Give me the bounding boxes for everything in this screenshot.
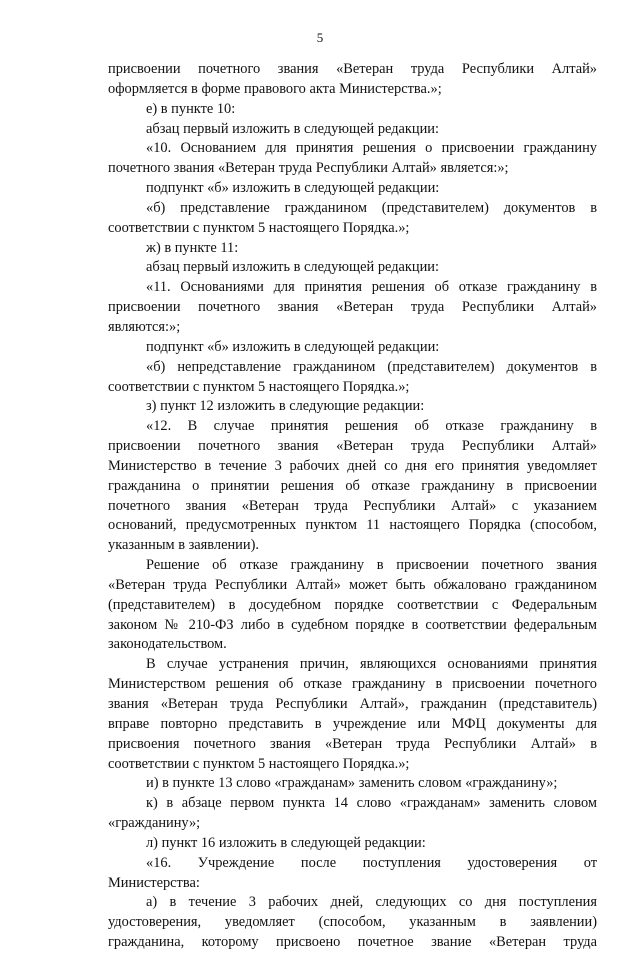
- text-line: е) в пункте 10:: [146, 100, 236, 117]
- text-line: гражданина о принятии решения об отказе гражданину в присвоении: [108, 477, 597, 494]
- text-line: и) в пункте 13 слово «гражданам» заменить словом «гражданину»;: [146, 775, 558, 792]
- text-line: соответствии с пунктом 5 настоящего Порядка.»;: [108, 219, 410, 236]
- text-line: (представителем) в досудебном порядке соответствии с Федеральным: [108, 596, 597, 613]
- text-line: являются:»;: [108, 318, 181, 335]
- text-line: Министерство в течение 3 рабочих дней со дня его принятия уведомляет: [108, 457, 597, 474]
- text-line: «11. Основаниями для принятия решения об отказе гражданину в: [146, 279, 597, 296]
- text-line: «12. В случае принятия решения об отказе гражданину в: [146, 418, 597, 435]
- text-line: гражданина, которому присвоено почетное звание «Ветеран труда: [108, 934, 597, 951]
- text-line: ж) в пункте 11:: [146, 239, 239, 256]
- text-line: «б) представление гражданином (представителем) документов в: [146, 199, 597, 216]
- text-line: «10. Основанием для принятия решения о присвоении гражданину: [146, 140, 597, 157]
- text-line: з) пункт 12 изложить в следующие редакции:: [146, 398, 425, 415]
- text-line: соответствии с пунктом 5 настоящего Порядка.»;: [108, 755, 410, 772]
- text-line: абзац первый изложить в следующей редакции:: [146, 259, 440, 276]
- text-line: «16. Учреждение после поступления удостоверения от: [146, 854, 597, 871]
- text-line: указанным в заявлении).: [108, 537, 259, 554]
- text-line: присвоении почетного звания «Ветеран труда Республики Алтай»: [108, 299, 597, 316]
- page-number: 5: [316, 30, 324, 45]
- text-line: соответствии с пунктом 5 настоящего Порядка.»;: [108, 378, 410, 395]
- text-line: Министерства:: [108, 874, 200, 891]
- text-line: л) пункт 16 изложить в следующей редакции:: [146, 834, 426, 851]
- text-line: Решение об отказе гражданину в присвоении почетного звания: [146, 557, 597, 574]
- text-line: почетного звания «Ветеран труда Республики Алтай» с указанием: [108, 497, 597, 514]
- text-line: звания «Ветеран труда Республики Алтай», гражданин (представитель): [108, 696, 597, 712]
- document-body: [108, 60, 597, 953]
- text-line: присвоении почетного звания «Ветеран труда Республики Алтай»: [108, 61, 597, 77]
- text-line: к) в абзаце первом пункта 14 слово «гражданам» заменить словом: [146, 795, 597, 812]
- text-line: подпункт «б» изложить в следующей редакции:: [146, 180, 440, 197]
- text-line: «гражданину»;: [108, 815, 201, 832]
- text-line: вправе повторно представить в учреждение или МФЦ документы для: [108, 715, 597, 732]
- text-line: присвоении почетного звания «Ветеран труда Республики Алтай»: [108, 438, 597, 455]
- text-line: присвоения почетного звания «Ветеран труда Республики Алтай» в: [108, 735, 597, 752]
- text-line: оснований, предусмотренных пунктом 11 настоящего Порядка (способом,: [108, 517, 597, 534]
- text-line: В случае устранения причин, являющихся основаниями принятия: [146, 656, 597, 673]
- text-line: законодательством.: [108, 636, 227, 653]
- text-line: «Ветеран труда Республики Алтай» может быть обжаловано гражданином: [108, 576, 597, 593]
- text-line: удостоверения, уведомляет (способом, указанным в заявлении): [108, 914, 597, 931]
- text-line: абзац первый изложить в следующей редакции:: [146, 120, 440, 137]
- text-line: а) в течение 3 рабочих дней, следующих со дня поступления: [146, 894, 597, 911]
- text-line: оформляется в форме правового акта Министерства.»;: [108, 80, 442, 97]
- text-line: законом № 210-ФЗ либо в судебном порядке в соответствии федеральным: [108, 616, 597, 633]
- text-line: Министерством решения об отказе гражданину в присвоении почетного: [108, 676, 597, 693]
- text-line: «б) непредставление гражданином (представителем) документов в: [146, 358, 597, 375]
- text-line: почетного звания «Ветеран труда Республики Алтай» является:»;: [108, 160, 509, 177]
- text-line: подпункт «б» изложить в следующей редакции:: [146, 338, 440, 355]
